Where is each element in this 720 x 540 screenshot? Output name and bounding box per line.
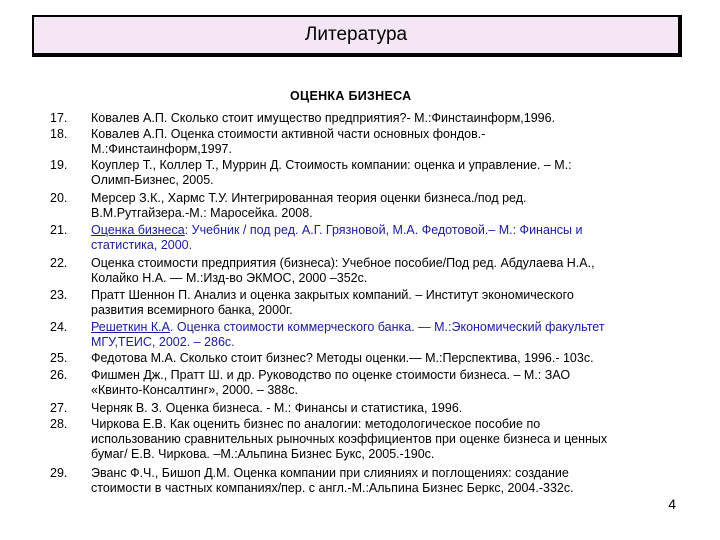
reference-line: Ковалев А.П. Оценка стоимости активной части основных фондов.- <box>91 127 486 141</box>
reference-text <box>91 466 696 496</box>
reference-text <box>91 256 696 286</box>
reference-line: Оценка стоимости предприятия (бизнеса): Учебное пособие/Под ред. Абдулаева Н.А., <box>91 256 595 270</box>
reference-number: 20. <box>50 191 68 205</box>
reference-line: Мерсер З.К., Хармс Т.У. Интегрированная теория оценки бизнеса./под ред. <box>91 191 527 205</box>
reference-line: МГУ,ТЕИС, 2002. – 286с. <box>91 335 235 349</box>
reference-line: Эванс Ф.Ч., Бишоп Д.М. Оценка компании при слияниях и поглощениях: создание <box>91 466 569 480</box>
reference-number: 25. <box>50 351 68 365</box>
reference-number: 24. <box>50 320 68 334</box>
reference-line: «Квинто-Консалтинг», 2000. – 388с. <box>91 383 298 397</box>
reference-line: Олимп-Бизнес, 2005. <box>91 173 214 187</box>
reference-line: Федотова М.А. Сколько стоит бизнес? Методы оценки.— М.:Перспектива, 1996.- 103с. <box>91 351 594 365</box>
reference-line: стоимости в частных компаниях/пер. с англ.-М.:Альпина Бизнес Беркс, 2004.-332с. <box>91 481 574 495</box>
reference-link[interactable]: Решеткин К.А <box>91 320 170 334</box>
reference-text <box>91 191 696 221</box>
reference-line: бумаг/ Е.В. Чиркова. –М.:Альпина Бизнес Букс, 2005.-190с. <box>91 447 435 461</box>
reference-text <box>91 223 696 253</box>
slide-title: Литература <box>304 24 408 45</box>
reference-number: 26. <box>50 368 68 382</box>
reference-number: 22. <box>50 256 68 270</box>
reference-line: Пратт Шеннон П. Анализ и оценка закрытых компаний. – Институт экономического <box>91 288 574 302</box>
reference-text <box>91 127 696 157</box>
reference-text <box>91 417 696 462</box>
section-heading: ОЦЕНКА БИЗНЕСА <box>290 89 412 103</box>
reference-line: Фишмен Дж., Пратт Ш. и др. Руководство по оценке стоимости бизнеса. – М.: ЗАО <box>91 368 571 382</box>
reference-number: 23. <box>50 288 68 302</box>
reference-line: Чиркова Е.В. Как оценить бизнес по аналогии: методологическое пособие по <box>91 417 541 431</box>
reference-number: 18. <box>50 127 68 141</box>
reference-number: 29. <box>50 466 68 480</box>
reference-line: статистика, 2000. <box>91 238 193 252</box>
reference-text <box>91 288 696 318</box>
reference-line: Оценка бизнеса: Учебник / под ред. А.Г. Грязновой, М.А. Федотовой.– М.: Финансы и <box>91 223 583 237</box>
reference-line: М.:Финстаинформ,1997. <box>91 142 232 156</box>
reference-text <box>91 320 696 350</box>
reference-line: развития всемирного банка, 2000г. <box>91 303 293 317</box>
reference-line: Ковалев А.П. Сколько стоит имущество предприятия?- М.:Финстаинформ,1996. <box>91 111 556 125</box>
reference-number: 21. <box>50 223 68 237</box>
reference-text <box>91 401 696 416</box>
reference-line: Колайко Н.А. — М.:Изд-во ЭКМОС, 2000 –352с. <box>91 271 368 285</box>
slide-title-box <box>32 15 682 57</box>
reference-line: использованию сравнительных рыночных коэффициентов при оценке бизнеса и ценных <box>91 432 608 446</box>
reference-number: 19. <box>50 158 68 172</box>
page-number: 4 <box>668 496 676 512</box>
reference-number: 28. <box>50 417 68 431</box>
reference-line: Коуплер Т., Коллер Т., Муррин Д. Стоимость компании: оценка и управление. – М.: <box>91 158 572 172</box>
reference-link[interactable]: Оценка бизнеса <box>91 223 185 237</box>
reference-text <box>91 368 696 398</box>
reference-number: 27. <box>50 401 68 415</box>
reference-number: 17. <box>50 111 68 125</box>
reference-text <box>91 351 696 366</box>
reference-text <box>91 111 696 126</box>
reference-line: Решеткин К.А. Оценка стоимости коммерческого банка. — М.:Экономический факультет <box>91 320 605 334</box>
reference-line: В.М.Рутгайзера.-М.: Маросейка. 2008. <box>91 206 313 220</box>
reference-text <box>91 158 696 188</box>
reference-line: Черняк В. З. Оценка бизнеса. - М.: Финансы и статистика, 1996. <box>91 401 463 415</box>
